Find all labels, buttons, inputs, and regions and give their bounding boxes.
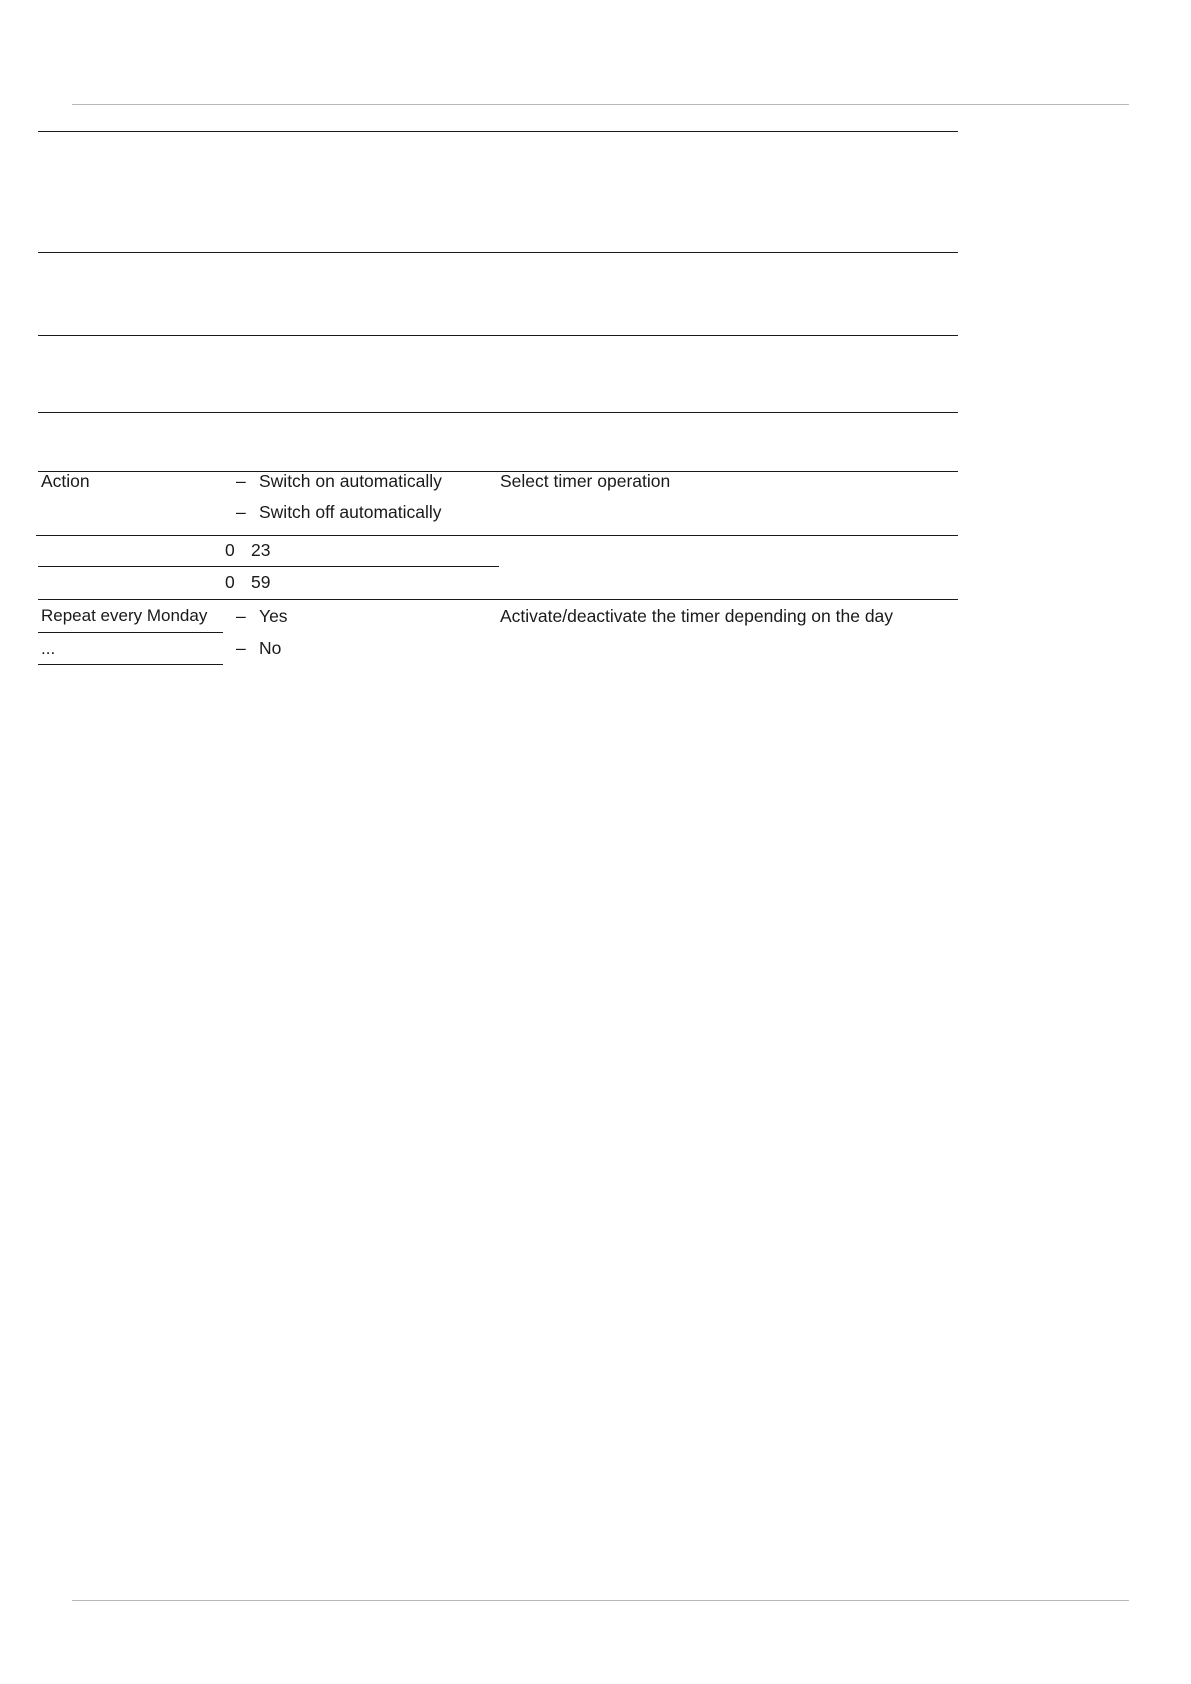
header-rule [72, 104, 1129, 105]
table-bottom-rule [38, 412, 958, 413]
dash-bullet: – [236, 606, 246, 626]
action-label: Action [41, 471, 90, 491]
table-row-rule [38, 252, 958, 253]
repeat-option-no: No [259, 638, 282, 658]
repeat-label-rule [38, 632, 223, 633]
hours-max-value: 23 [251, 540, 271, 560]
repeat-label-rule [38, 664, 223, 665]
minutes-max-value: 59 [251, 572, 271, 592]
parameter-table-top-rule [38, 471, 958, 472]
action-option-on: Switch on automatically [259, 471, 442, 491]
footer-rule [72, 1600, 1129, 1601]
repeat-continuation: ... [41, 639, 56, 658]
table-row-rule [36, 535, 958, 536]
action-description: Select timer operation [500, 471, 671, 491]
repeat-option-yes: Yes [259, 606, 288, 626]
repeat-description: Activate/deactivate the timer depending on the day [500, 606, 894, 626]
minutes-min-value: 0 [225, 572, 235, 592]
table-row-rule [38, 335, 958, 336]
dash-bullet: – [236, 638, 246, 658]
table-top-rule [38, 131, 958, 132]
dash-bullet: – [236, 471, 246, 491]
hours-min-value: 0 [225, 540, 235, 560]
table-row-rule [38, 599, 958, 600]
table-row-rule [38, 566, 499, 567]
action-option-off: Switch off automatically [259, 502, 442, 522]
repeat-label: Repeat every Monday [41, 606, 208, 625]
dash-bullet: – [236, 502, 246, 522]
